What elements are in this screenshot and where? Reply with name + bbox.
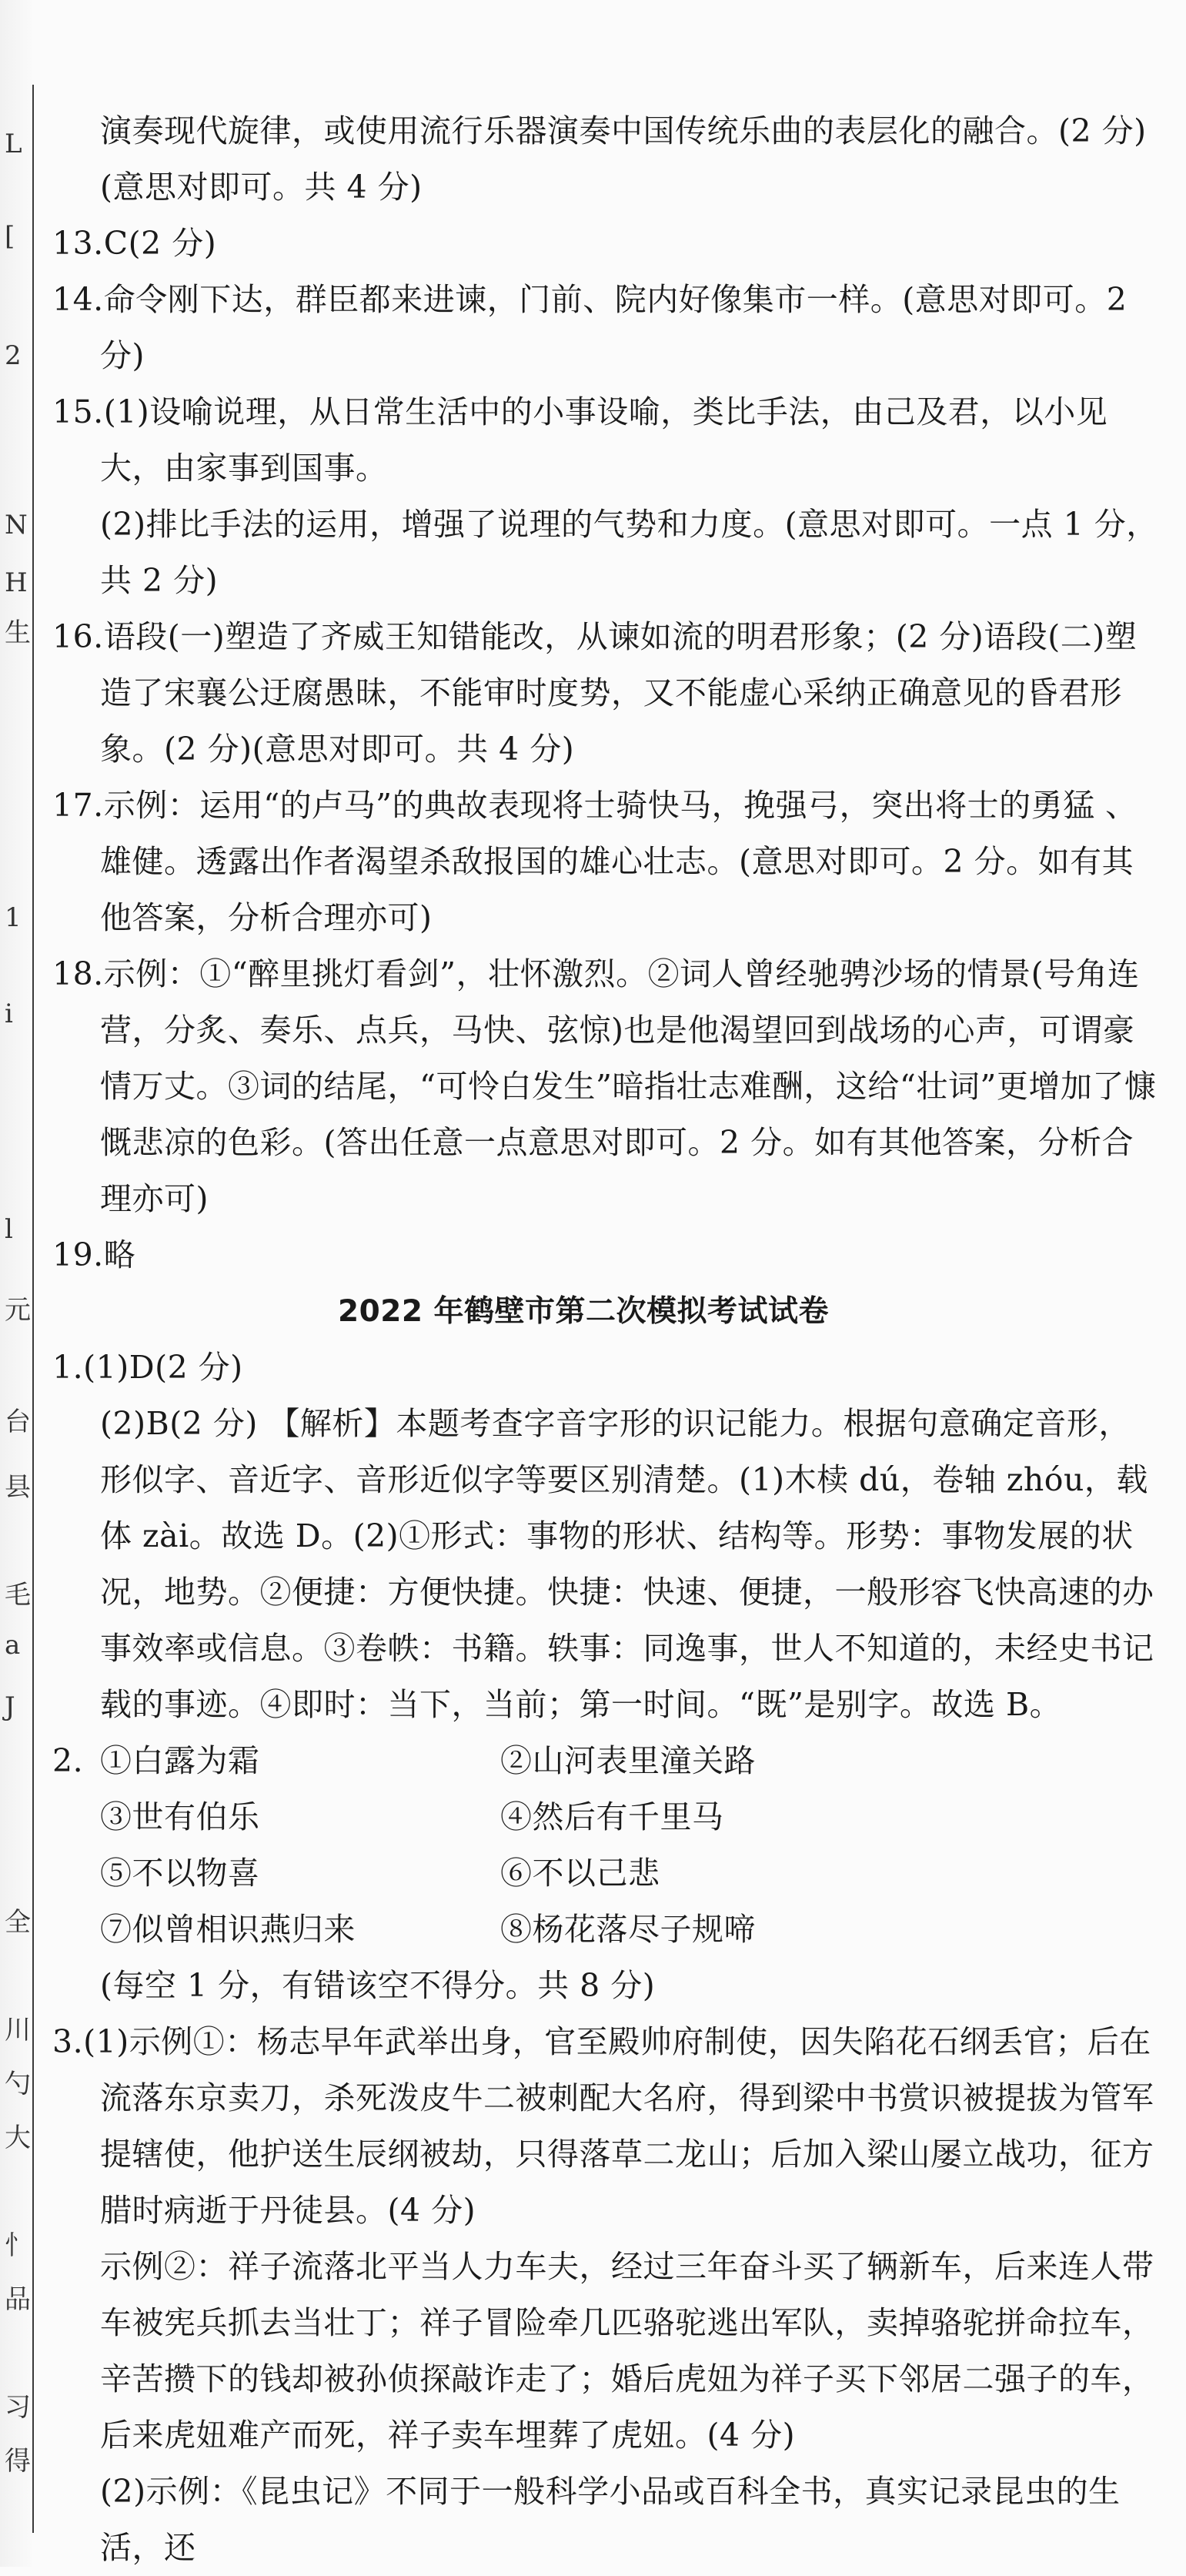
margin-fragment: 1	[5, 902, 22, 933]
margin-fragment: 县	[5, 1472, 31, 1503]
margin-fragment: H	[5, 567, 28, 598]
margin-fragment: a	[5, 1630, 21, 1661]
answer-15-part2: (2)排比手法的运用，增强了说理的气势和力度。(意思对即可。一点 1 分，共 2 分)	[100, 506, 1158, 599]
margin-fragment: 毛	[5, 1580, 31, 1611]
blank-cell: ④然后有千里马	[500, 1798, 724, 1835]
margin-rule	[32, 85, 34, 2533]
margin-fragment: l	[5, 1214, 13, 1245]
answer-19: 19.略	[52, 1236, 136, 1273]
answer-3-2: (2)示例：《昆虫记》不同于一般科学小品或百科全书，真实记录昆虫的生活，还	[100, 2473, 1121, 2566]
blank-row	[52, 1789, 1161, 1845]
margin-fragment: 全	[5, 1907, 31, 1938]
margin-fragment: 品	[5, 2284, 31, 2315]
blank-row	[52, 1733, 1161, 1789]
margin-fragment: 台	[5, 1407, 31, 1437]
answer-3-1: 3.(1)示例①：杨志早年武举出身，官至殿帅府制使，因失陷花石纲丢官；后在流落东京卖刀，杀死泼皮牛二被刺配大名府，得到梁中书赏识被提拔为管军提辖使，他护送生辰纲被劫，只得落草二龙山；后加入梁山屡立战功，征方腊时病逝于丹徒县。(4 分)	[52, 2023, 1154, 2229]
answer-content	[52, 103, 1161, 2576]
answer-3-example2: 示例②：祥子流落北平当人力车夫，经过三年奋斗买了辆新车，后来连人带车被宪兵抓去当壮丁；祥子冒险牵几匹骆驼逃出军队，卖掉骆驼拼命拉车，辛苦攒下的钱却被孙侦探敲诈走了；婚后虎妞为祥子买下邻居二强子的车，后来虎妞难产而死，祥子卖车埋葬了虎妞。(4 分)	[100, 2248, 1154, 2454]
continuation-line: (意思对即可。共 4 分)	[100, 169, 423, 206]
margin-fragment: [	[5, 221, 15, 252]
answer-14: 14.命令刚下达，群臣都来进谏，门前、院内好像集市一样。(意思对即可。2 分)	[52, 281, 1138, 374]
answer-17: 17.示例：运用“的卢马”的典故表现将士骑快马，挽强弓，突出将士的勇猛 、雄健。透露出作者渴望杀敌报国的雄心壮志。(意思对即可。2 分。如有其他答案，分析合理亦可)	[52, 787, 1138, 936]
answer-13: 13.C(2 分)	[52, 225, 217, 262]
section-title: 2022 年鹤壁市第二次模拟考试试卷	[337, 1294, 830, 1329]
left-margin-strip	[0, 0, 32, 2567]
blank-cell: ⑥不以己悲	[500, 1855, 660, 1892]
answer-2	[52, 1733, 1161, 2014]
margin-fragment: 忄	[5, 2230, 31, 2261]
blank-row	[52, 1845, 1161, 1902]
margin-fragment: N	[5, 510, 28, 540]
margin-fragment: 习	[5, 2392, 31, 2423]
continuation-line: 演奏现代旋律，或使用流行乐器演奏中国传统乐曲的表层化的融合。(2 分)	[100, 112, 1147, 149]
answer-16: 16.语段(一)塑造了齐威王知错能改，从谏如流的明君形象；(2 分)语段(二)塑造了宋襄公迂腐愚昧，不能审时度势，又不能虚心采纳正确意见的昏君形象。(2 分)(意思对即可。共 4 分)	[52, 618, 1138, 768]
margin-fragment: 元	[5, 1295, 31, 1326]
margin-fragment: 得	[5, 2446, 31, 2477]
margin-fragment: 勺	[5, 2069, 31, 2099]
blank-cell: ③世有伯乐	[100, 1798, 260, 1835]
margin-fragment: L	[5, 129, 22, 159]
blank-row	[52, 1902, 1161, 1958]
blank-cell: ①白露为霜	[100, 1742, 260, 1779]
blank-cell: ⑧杨花落尽子规啼	[500, 1911, 756, 1948]
margin-fragment: 生	[5, 617, 31, 648]
blank-cell: ⑤不以物喜	[100, 1855, 260, 1892]
answer-1-2: (2)B(2 分) 【解析】本题考查字音字形的识记能力。根据句意确定音形，形似字、音近字、音形近似字等要区别清楚。(1)木椟 dú，卷轴 zhóu，载体 zài。故选 D。(2)①形式：事物的形状、结构等。形势：事物发展的状况，地势。②便捷：方便快捷。快捷：快速、便捷，一般形容飞快高速的办事效率或信息。③卷帙：书籍。轶事：同逸事，世人不知道的，未经史书记载的事迹。④即时：当下，当前；第一时间。“既”是别字。故选 B。	[100, 1405, 1154, 1723]
answer-2-label: 2.	[52, 1742, 84, 1779]
blank-cell: ⑦似曾相识燕归来	[100, 1911, 356, 1948]
margin-fragment: i	[5, 999, 13, 1029]
answer-1-1: 1.(1)D(2 分)	[52, 1349, 243, 1386]
margin-fragment: 大	[5, 2123, 31, 2153]
blank-cell: ②山河表里潼关路	[500, 1742, 756, 1779]
answer-15: 15.(1)设喻说理，从日常生活中的小事设喻，类比手法，由己及君，以小见大，由家事到国事。	[52, 393, 1108, 487]
answer-2-note: (每空 1 分，有错该空不得分。共 8 分)	[100, 1967, 656, 2004]
margin-fragment: 川	[5, 2015, 31, 2046]
margin-fragment: J	[5, 1691, 15, 1722]
margin-fragment: 2	[5, 340, 22, 371]
answer-18: 18.示例：①“醉里挑灯看剑”，壮怀激烈。②词人曾经驰骋沙场的情景(号角连营，分炙、奏乐、点兵，马快、弦惊)也是他渴望回到战场的心声，可谓豪情万丈。③词的结尾，“可怜白发生”暗指壮志难酬，这给“壮词”更增加了慷慨悲凉的色彩。(答出任意一点意思对即可。2 分。如有其他答案，分析合理亦可)	[52, 955, 1157, 1217]
